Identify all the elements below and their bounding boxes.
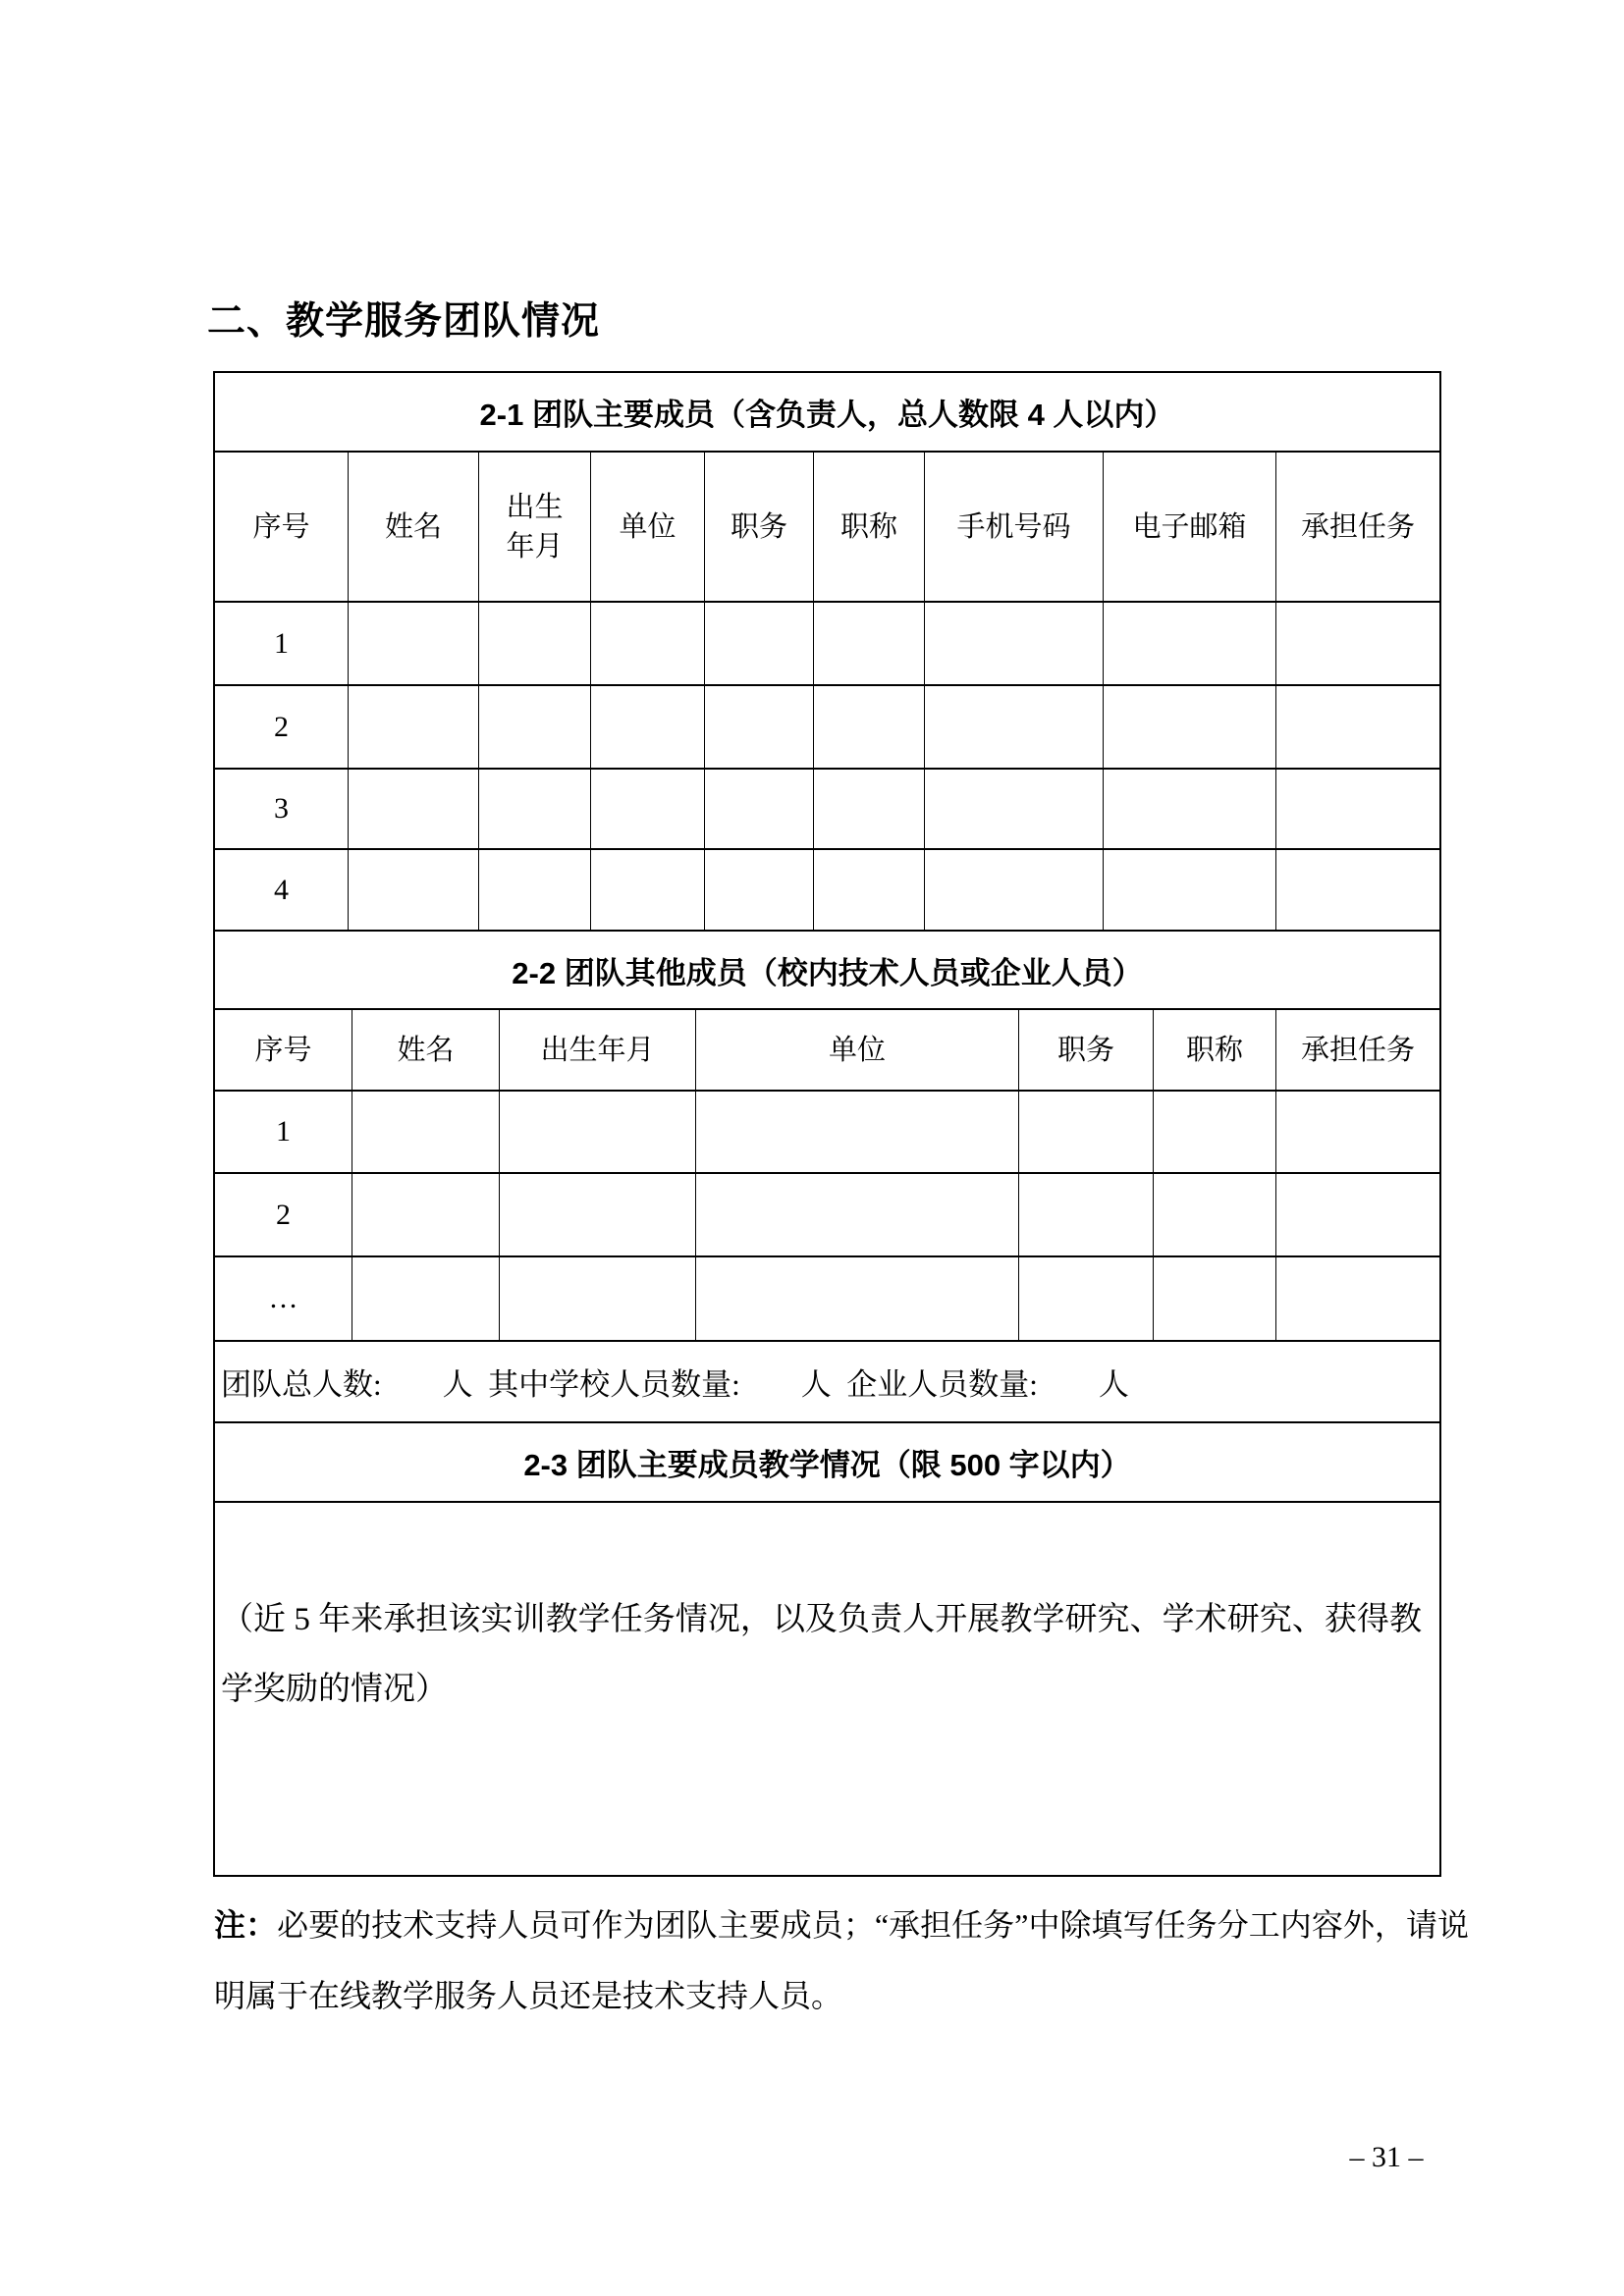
empty-cell[interactable] [479,686,591,768]
empty-cell[interactable] [705,603,814,684]
empty-cell[interactable] [479,603,591,684]
empty-cell[interactable] [1154,1092,1276,1172]
empty-cell[interactable] [814,686,925,768]
empty-cell[interactable] [1276,1092,1439,1172]
column-header: 承担任务 [1300,1034,1415,1066]
empty-cell[interactable] [1276,1174,1439,1255]
row-number: 4 [215,850,349,930]
column-header: 序号 [215,1010,352,1090]
column-header: 出生年月 [479,453,591,601]
empty-cell[interactable] [1104,686,1276,768]
empty-cell[interactable] [1104,603,1276,684]
page-number: – 31 – [1349,2141,1424,2173]
column-header: 单位 [591,453,705,601]
empty-cell[interactable] [1154,1257,1276,1340]
footnote-label: 注： [214,1907,278,1943]
empty-cell[interactable] [352,1257,500,1340]
empty-cell[interactable] [1019,1174,1154,1255]
empty-cell[interactable] [705,850,814,930]
empty-cell[interactable] [1276,770,1439,848]
empty-cell[interactable] [705,770,814,848]
column-header: 职务 [705,453,814,601]
empty-cell[interactable] [696,1174,1019,1255]
empty-cell[interactable] [591,686,705,768]
empty-cell[interactable] [349,850,479,930]
section-2-1-title: 2-1 团队主要成员（含负责人，总人数限 4 人以内） [215,373,1439,453]
empty-cell[interactable] [1019,1092,1154,1172]
column-header: 电子邮箱 [1104,453,1276,601]
column-header: 姓名 [352,1010,500,1090]
section-2-3-title: 2-3 团队主要成员教学情况（限 500 字以内） [215,1423,1439,1503]
empty-cell[interactable] [1154,1174,1276,1255]
row-number: 1 [215,603,349,684]
column-header: 姓名 [349,453,479,601]
empty-cell[interactable] [591,603,705,684]
empty-cell[interactable] [1276,850,1439,930]
empty-cell[interactable] [1104,770,1276,848]
row-number: 2 [215,1174,352,1255]
column-header: 职称 [1154,1010,1276,1090]
table-row [215,1257,1439,1342]
column-header: 职务 [1019,1010,1154,1090]
empty-cell[interactable] [500,1257,696,1340]
empty-cell[interactable] [696,1092,1019,1172]
footnote [214,1890,1469,2031]
empty-cell[interactable] [1276,686,1439,768]
column-header: 单位 [696,1010,1019,1090]
table-row [215,850,1439,932]
column-header: 手机号码 [925,453,1104,601]
empty-cell[interactable] [349,686,479,768]
empty-cell[interactable] [479,770,591,848]
empty-cell[interactable] [500,1174,696,1255]
column-header: 职称 [814,453,925,601]
team-info-table [213,371,1441,1877]
empty-cell[interactable] [591,850,705,930]
page-title: 二、教学服务团队情况 [207,300,601,343]
empty-cell[interactable] [349,603,479,684]
team-totals-row[interactable]: 团队总人数: 人 其中学校人员数量: 人 企业人员数量: 人 [215,1342,1439,1423]
table-row [215,1092,1439,1174]
empty-cell[interactable] [925,603,1104,684]
empty-cell[interactable] [1276,603,1439,684]
column-header: 出生年月 [500,1010,696,1090]
empty-cell[interactable] [1019,1257,1154,1340]
empty-cell[interactable] [696,1257,1019,1340]
empty-cell[interactable] [925,770,1104,848]
empty-cell[interactable] [591,770,705,848]
empty-cell[interactable] [1276,1257,1439,1340]
empty-cell[interactable] [500,1092,696,1172]
section-2-2-title: 2-2 团队其他成员（校内技术人员或企业人员） [215,932,1439,1010]
empty-cell[interactable] [352,1092,500,1172]
section-2-2-header-row [215,1010,1439,1092]
column-header: 承担任务 [1300,510,1415,543]
empty-cell[interactable] [814,850,925,930]
row-number: 3 [215,770,349,848]
row-number: … [215,1257,352,1340]
empty-cell[interactable] [705,686,814,768]
row-number: 2 [215,686,349,768]
empty-cell[interactable] [814,603,925,684]
empty-cell[interactable] [352,1174,500,1255]
empty-cell[interactable] [479,850,591,930]
table-row [215,770,1439,850]
table-row [215,1174,1439,1257]
empty-cell[interactable] [349,770,479,848]
footnote-text: 必要的技术支持人员可作为团队主要成员；“承担任务”中除填写任务分工内容外，请说明属于在线教学服务人员还是技术支持人员。 [214,1907,1469,2013]
table-row [215,603,1439,686]
column-header: 序号 [215,453,349,601]
empty-cell[interactable] [925,686,1104,768]
row-number: 1 [215,1092,352,1172]
empty-cell[interactable] [814,770,925,848]
empty-cell[interactable] [925,850,1104,930]
empty-cell[interactable] [1104,850,1276,930]
table-row [215,686,1439,770]
section-2-1-header-row [215,453,1439,603]
section-2-3-content[interactable]: （近 5 年来承担该实训教学任务情况，以及负责人开展教学研究、学术研究、获得教学奖励的情况） [221,1602,1422,1707]
